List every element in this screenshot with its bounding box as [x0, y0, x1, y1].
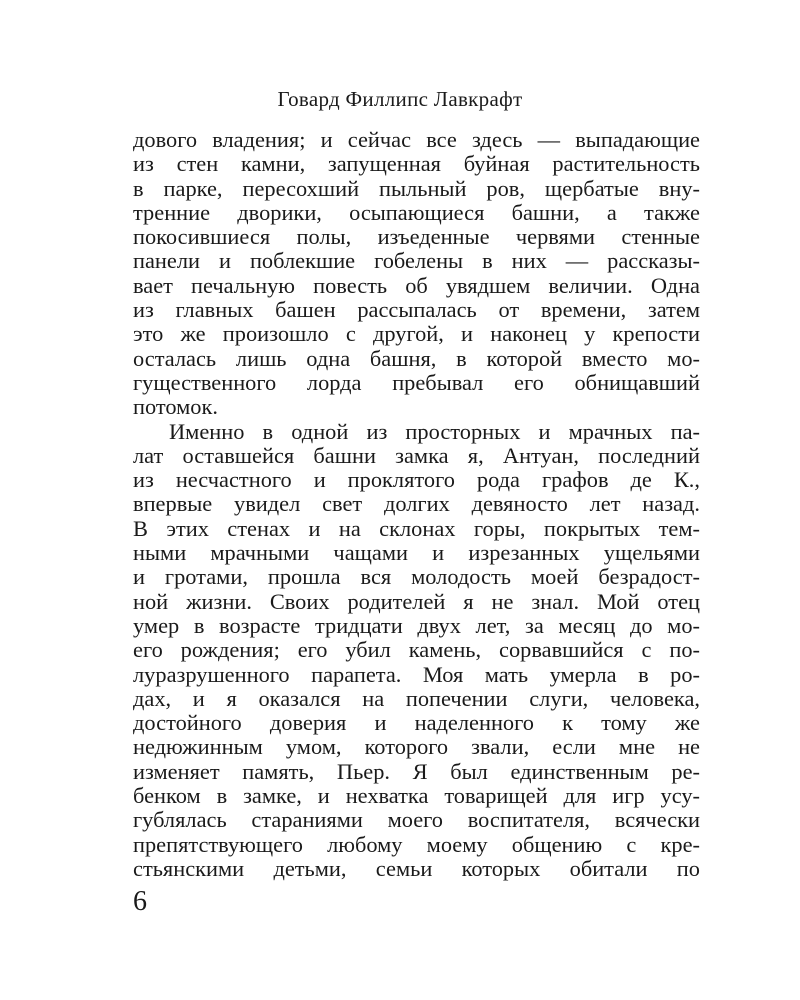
- body-text: [133, 128, 700, 881]
- text-line: из несчастного и проклятого рода графов де К.,: [133, 467, 700, 493]
- page-number: 6: [133, 886, 147, 917]
- text-line: умер в возрасте тридцати двух лет, за месяц до мо-: [133, 612, 700, 638]
- text-line: панели и поблекшие гобелены в них — рассказы-: [133, 248, 700, 274]
- text-line: покосившиеся полы, изъеденные червями стенные: [133, 224, 700, 250]
- text-line: осталась лишь одна башня, в которой вместо мо-: [133, 345, 700, 371]
- text-line: ной жизни. Своих родителей я не знал. Мой отец: [133, 588, 700, 614]
- text-line: луразрушенного парапета. Моя мать умерла в ро-: [133, 661, 700, 687]
- text-line: гублялась стараниями моего воспитателя, всячески: [133, 807, 700, 833]
- text-line: и гротами, прошла вся молодость моей безрадост-: [133, 564, 700, 590]
- text-line: изменяет память, Пьер. Я был единственным ре-: [133, 758, 700, 784]
- text-line: дового владения; и сейчас все здесь — выпадающие: [133, 127, 700, 152]
- text-line: достойного доверия и наделенного к тому же: [133, 710, 700, 736]
- text-line: впервые увидел свет долгих девяносто лет назад.: [133, 491, 700, 517]
- text-line: тренние дворики, осыпающиеся башни, а также: [133, 199, 700, 225]
- text-line: В этих стенах и на склонах горы, покрытых тем-: [133, 515, 700, 541]
- text-line: недюжинным умом, которого звали, если мне не: [133, 734, 700, 760]
- text-line: вает печальную повесть об увядшем величии. Одна: [133, 272, 700, 298]
- running-head: Говард Филлипс Лавкрафт: [277, 87, 523, 111]
- text-line: дах, и я оказался на попечении слуги, человека,: [133, 685, 700, 711]
- text-line: бенком в замке, и нехватка товарищей для игр усу-: [133, 783, 700, 809]
- text-line: Именно в одной из просторных и мрачных па-: [169, 418, 700, 444]
- text-line: гущественного лорда пребывал его обнищавший: [133, 369, 700, 395]
- text-line: из стен камни, запущенная буйная растительность: [133, 151, 700, 177]
- text-line: это же произошло с другой, и наконец у крепости: [133, 321, 700, 347]
- text-line: его рождения; его убил камень, сорвавшийся с по-: [133, 637, 700, 663]
- text-line: стьянскими детьми, семьи которых обитали по: [133, 855, 700, 881]
- text-line: ными мрачными чащами и изрезанных ущельями: [133, 540, 700, 566]
- text-line: лат оставшейся башни замка я, Антуан, последний: [133, 442, 700, 468]
- text-line: препятствующего любому моему общению с кре-: [133, 831, 700, 857]
- text-line: потомок.: [133, 394, 218, 420]
- text-line: из главных башен рассыпалась от времени, затем: [133, 297, 700, 323]
- text-line: в парке, пересохший пыльный ров, щербатые вну-: [133, 175, 700, 201]
